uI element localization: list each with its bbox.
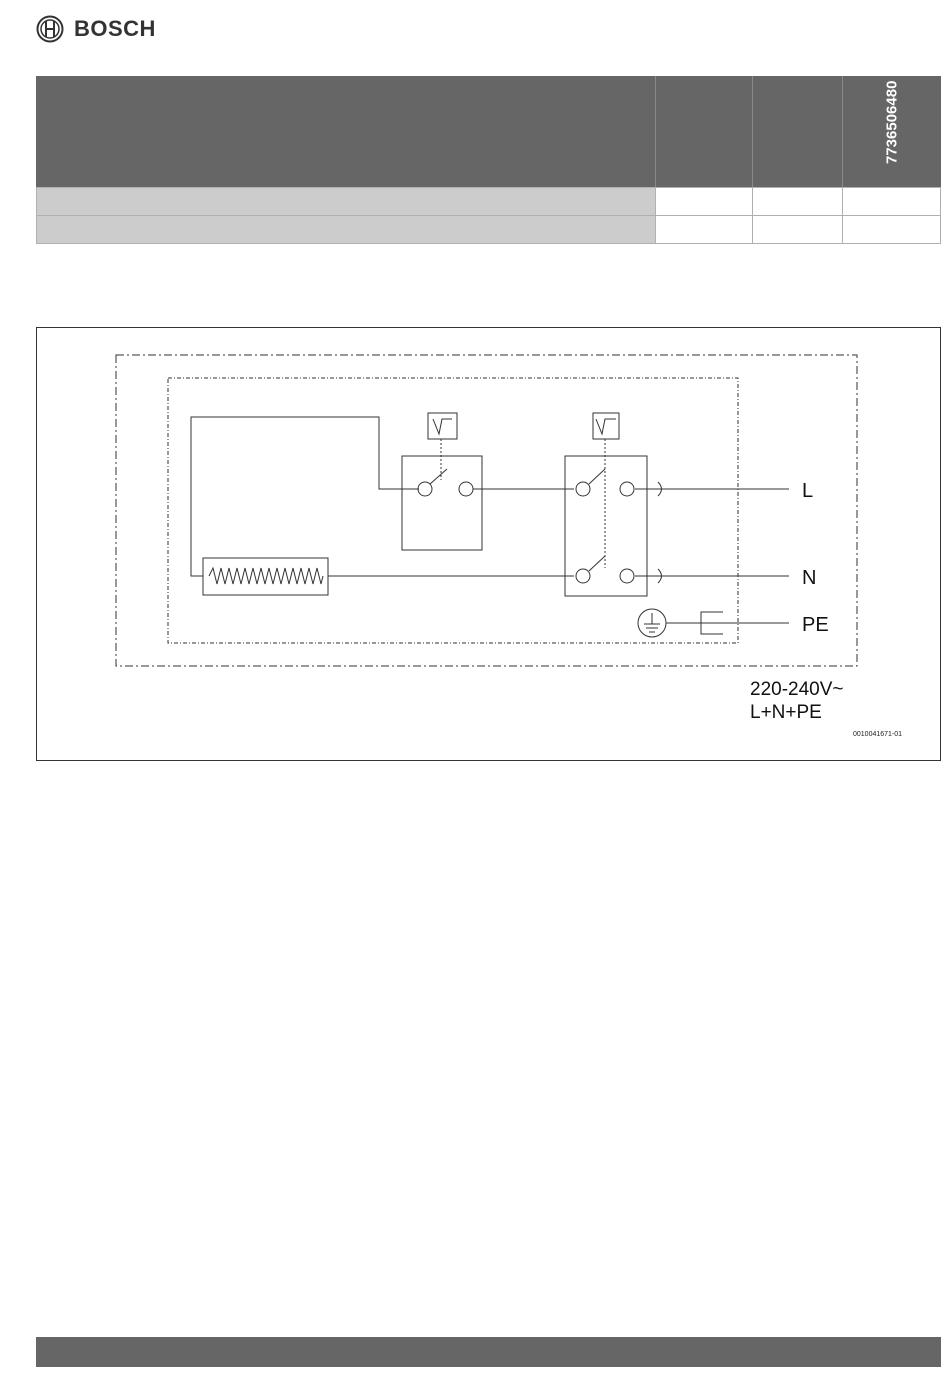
table-header-row (36, 76, 941, 187)
table-cell (36, 216, 656, 243)
table-row (36, 187, 941, 215)
table-cell (656, 188, 753, 215)
supply-config: L+N+PE (750, 702, 822, 723)
switch-sensor (593, 413, 619, 439)
terminal-label-pe: PE (802, 614, 829, 636)
thermostat-1-contact-a (418, 482, 432, 496)
terminal-label-l: L (802, 480, 814, 502)
thermostat-1-sensor-icon (433, 419, 452, 434)
heating-coil (209, 568, 323, 584)
footer-bar (36, 1337, 941, 1367)
table-cell (843, 188, 941, 215)
table-cell (843, 216, 941, 243)
table-cell (36, 188, 656, 215)
heater-return-wire (191, 417, 419, 576)
table-row (36, 215, 941, 244)
double-pole-switch (565, 456, 647, 596)
table-cell (656, 216, 753, 243)
bosch-armature-icon (36, 15, 64, 43)
table-cell (753, 188, 843, 215)
thermostat-1-sensor (428, 413, 457, 439)
figure-id: 0010041671-01 (853, 731, 903, 738)
spec-table (36, 76, 941, 244)
outer-enclosure (116, 355, 857, 666)
thermostat-1 (402, 456, 482, 550)
thermostat-1-contact-b (459, 482, 473, 496)
heating-element (203, 558, 328, 595)
header-cell-article-code (843, 76, 941, 187)
terminal-label-n: N (802, 567, 817, 589)
header-cell-description (36, 76, 656, 187)
bosch-logo (36, 14, 156, 44)
inner-enclosure (168, 378, 738, 643)
table-cell (753, 216, 843, 243)
wiring-diagram-svg (37, 328, 942, 762)
brand-name: BOSCH (74, 16, 156, 41)
article-number: 7736506480 (883, 80, 901, 164)
supply-voltage: 220-240V~ (750, 679, 844, 700)
header-cell-2 (656, 76, 753, 187)
switch-sensor-icon (596, 419, 616, 434)
wiring-diagram (36, 327, 941, 761)
header-cell-3 (753, 76, 843, 187)
